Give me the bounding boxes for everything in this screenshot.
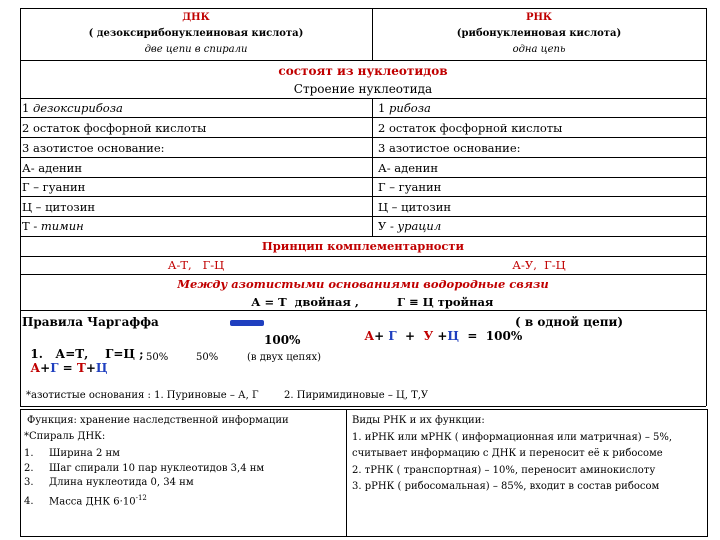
sum-equals: = [58,361,77,375]
rna-function-title: Виды РНК и их функции: [352,415,485,426]
half-pyrimidines: 50% [196,352,219,363]
rna-sugar-num: 1 [378,101,389,115]
rna-phosphate: 2 остаток фосфорной кислоты [378,121,563,135]
sum-plus-1: + [40,361,51,375]
dna-title: ДНК [182,12,210,23]
rna-base-a: А- аденин [378,161,438,175]
table-border-right [706,8,707,406]
dna-sugar-row [22,101,123,115]
list-item-num: 1. [24,448,34,459]
nitrogen-bases-note: *азотистые основания : 1. Пуриновые – А, Г 2. Пиримидиновые – Ц, Т,У [26,390,429,401]
list-item-text: Ширина 2 нм [49,448,120,459]
shared-divider [20,98,706,99]
list-item [24,476,264,491]
rna-pairs: А-У, Г-Ц [512,258,566,272]
list-item-num: 3. [24,477,34,488]
chargaff-rule-line [22,333,144,375]
dna-chains: две цепи в спирали [144,44,248,55]
list-item-text: Масса ДНК 6·10 [49,495,136,507]
list-item-num: 4. [24,495,34,507]
dna-sugar: дезоксирибоза [32,101,123,115]
rna-sum-plus-3: + [433,329,448,343]
list-item-text: Шаг спирали 10 пар нуклеотидов 3,4 нм [49,462,265,474]
row-line-3 [20,157,706,158]
half-purines: 50% [146,352,169,363]
row-line-5 [20,196,706,197]
rna-sum-c: Ц [447,329,460,343]
dna-function-box [20,409,348,537]
dna-base-g: Г – гуанин [22,180,86,194]
pairs-divider [20,274,706,275]
rna-function-line-4: 3. рРНК ( рибосомальная) – 85%, входит в состав рибосом [352,481,660,492]
row-line-6 [20,216,706,217]
rna-chains: одна цепь [512,44,566,55]
dna-base-t-prefix: Т - [22,219,41,233]
complementarity-title: Принцип комплементарности [261,239,465,253]
rna-sum-g: Г [388,329,397,343]
rna-sum-plus-1: + [374,329,389,343]
rna-sugar: рибоза [388,101,431,115]
list-item [24,462,264,477]
list-item-text: Длина нуклеотида 0, 34 нм [49,477,194,488]
sum-plus-2: + [85,361,96,375]
one-chain-note: ( в одной цепи) [515,315,624,329]
hbonds-divider [20,310,706,311]
sum-c: Ц [95,361,108,375]
rna-function-line-1: 1. иРНК или мРНК ( информационная или матричная) – 5%, [352,432,673,443]
rna-base-u: урацил [397,219,442,233]
complementarity-divider [20,256,706,257]
triple-bond: Г ≡ Ц тройная [397,295,494,309]
sum-g: Г [50,361,59,375]
rna-base-c: Ц – цитозин [378,200,452,214]
dna-bases: 3 азотистое основание: [22,141,165,155]
double-bond: А = Т двойная , [251,295,359,309]
mass-exponent: -12 [135,493,147,502]
list-item-num: 2. [24,462,34,474]
header-divider [20,60,706,61]
dna-sugar-num: 1 [22,101,33,115]
rna-function-line-2: считывает информацию с ДНК и переносит её к рибосоме [352,448,663,459]
rna-base-g: Г – гуанин [378,180,442,194]
arrow-right-icon [230,320,264,326]
rna-function-box [346,409,708,537]
rna-sum-plus-2: + [396,329,424,343]
dna-full-name: ( дезоксирибонуклеиновая кислота) [88,28,304,39]
chargaff-title: Правила Чаргаффа [22,315,159,329]
row-line-1 [20,117,706,118]
table-border-top [20,8,706,9]
chargaff-percent: 100% [264,333,301,347]
rna-sugar-row [378,101,431,115]
list-item [24,491,264,510]
rna-base-u-row [378,219,441,233]
dna-spiral-list [24,447,264,509]
rna-bases: 3 азотистое основание: [378,141,521,155]
two-chains-note: (в двух цепях) [247,352,322,363]
dna-function-title: Функция: хранение наследственной информации [27,415,289,426]
dna-base-c: Ц – цитозин [22,200,96,214]
dna-base-t-row [22,219,84,233]
row-line-4 [20,177,706,178]
dna-spiral-title: *Спираль ДНК: [24,431,106,442]
dna-pairs: А-Т, Г-Ц [167,258,225,272]
rna-chargaff-line [356,315,522,343]
dna-base-a: А- аденин [22,161,82,175]
rna-title: РНК [525,12,553,23]
rna-sum-u: У [423,329,434,343]
consist-of-nucleotides: состоят из нуклеотидов [278,64,448,78]
rna-base-u-prefix: У - [378,219,398,233]
rna-function-line-3: 2. тРНК ( транспортная) – 10%, переносит аминокислоту [352,465,656,476]
dna-phosphate: 2 остаток фосфорной кислоты [22,121,207,135]
list-item [24,447,264,462]
sum-t: Т [76,361,86,375]
rna-sum-percent: = 100% [459,329,523,343]
sum-a: А [30,361,41,375]
rna-full-name: (рибонуклеиновая кислота) [456,28,622,39]
rna-sum-a: А [364,329,375,343]
dna-base-t: тимин [40,219,84,233]
chargaff-rule-1: 1. А=Т, Г=Ц ; [30,347,144,361]
row-line-7 [20,236,706,237]
table-border-bottom [20,406,706,407]
hydrogen-bonds: Между азотистыми основаниями водородные связи [177,277,549,291]
row-line-2 [20,137,706,138]
nucleotide-structure: Строение нуклеотида [293,82,433,96]
